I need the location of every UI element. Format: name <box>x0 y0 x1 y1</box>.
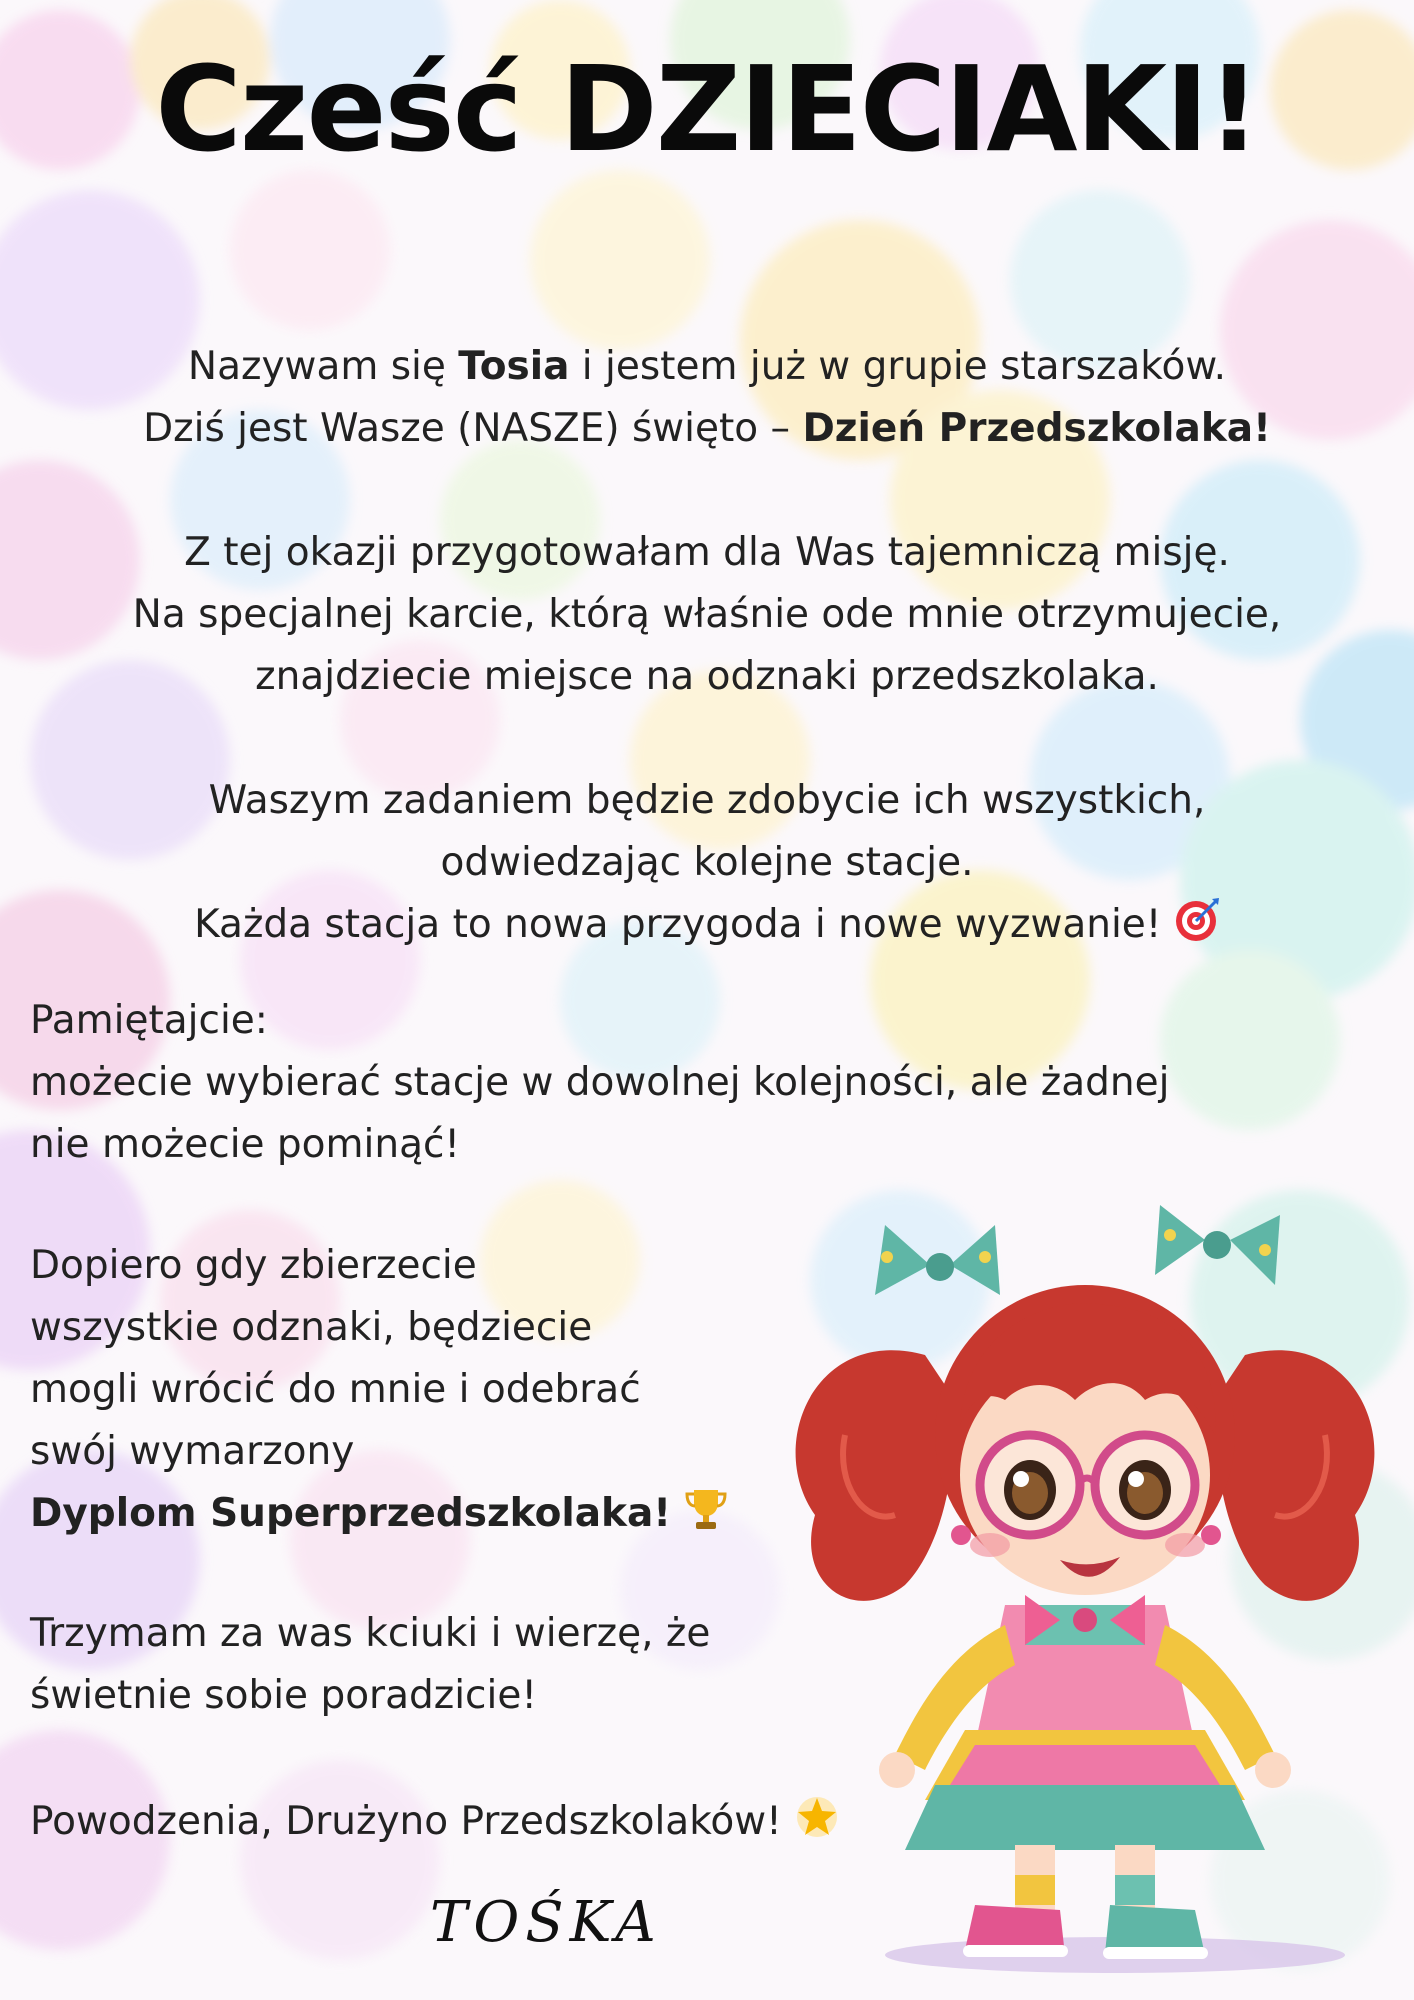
diploma-block <box>30 1235 728 1545</box>
remember-line-1: Pamiętajcie: <box>30 998 268 1043</box>
task-line-2: odwiedzając kolejne stacje. <box>440 840 974 885</box>
bow-left <box>875 1225 1000 1295</box>
task-block <box>0 770 1414 956</box>
target-icon <box>1174 897 1220 943</box>
diploma-line-1: Dopiero gdy zbierzecie <box>30 1243 477 1288</box>
mission-line-1: Z tej okazji przygotowałam dla Was tajemniczą misję. <box>184 530 1230 575</box>
cheer-line-1: Trzymam za was kciuki i wierzę, że <box>30 1611 711 1656</box>
task-line-1: Waszym zadaniem będzie zdobycie ich wszystkich, <box>208 778 1206 823</box>
signature: TOŚKA <box>430 1890 662 1955</box>
mission-line-2: Na specjalnej karcie, którą właśnie ode mnie otrzymujecie, <box>132 592 1282 637</box>
intro-block <box>0 336 1414 460</box>
holiday-name: Dzień Przedszkolaka! <box>802 406 1271 451</box>
cheer-block <box>30 1603 710 1727</box>
task-line-3: Każda stacja to nowa przygoda i nowe wyzwanie! <box>0 894 1414 956</box>
trophy-icon <box>684 1486 728 1532</box>
bow-right <box>1155 1205 1280 1285</box>
diploma-line-4: swój wymarzony <box>30 1429 355 1474</box>
name-tosia: Tosia <box>458 344 570 389</box>
remember-line-3: nie możecie pominąć! <box>30 1122 461 1167</box>
remember-line-2: możecie wybierać stacje w dowolnej kolejności, ale żadnej <box>30 1060 1170 1105</box>
goodluck-line: Powodzenia, Drużyno Przedszkolaków! <box>30 1791 840 1853</box>
remember-block <box>30 990 1169 1176</box>
page-title: Cześć DZIECIAKI! <box>155 40 1259 178</box>
girl-character-illustration <box>775 1185 1395 1985</box>
intro-line-2: Dziś jest Wasze (NASZE) święto – Dzień Przedszkolaka! <box>143 406 1271 451</box>
goodluck-block <box>30 1791 840 1853</box>
mission-block <box>0 522 1414 708</box>
diploma-line-2: wszystkie odznaki, będziecie <box>30 1305 593 1350</box>
diploma-line-3: mogli wrócić do mnie i odebrać <box>30 1367 641 1412</box>
cheer-line-2: świetnie sobie poradzicie! <box>30 1673 537 1718</box>
intro-line-1: Nazywam się Tosia i jestem już w grupie starszaków. <box>187 344 1227 389</box>
diploma-line-5 <box>30 1483 728 1545</box>
diploma-name: Dyplom Superprzedszkolaka! <box>30 1491 672 1536</box>
mission-line-3: znajdziecie miejsce na odznaki przedszkolaka. <box>255 654 1159 699</box>
